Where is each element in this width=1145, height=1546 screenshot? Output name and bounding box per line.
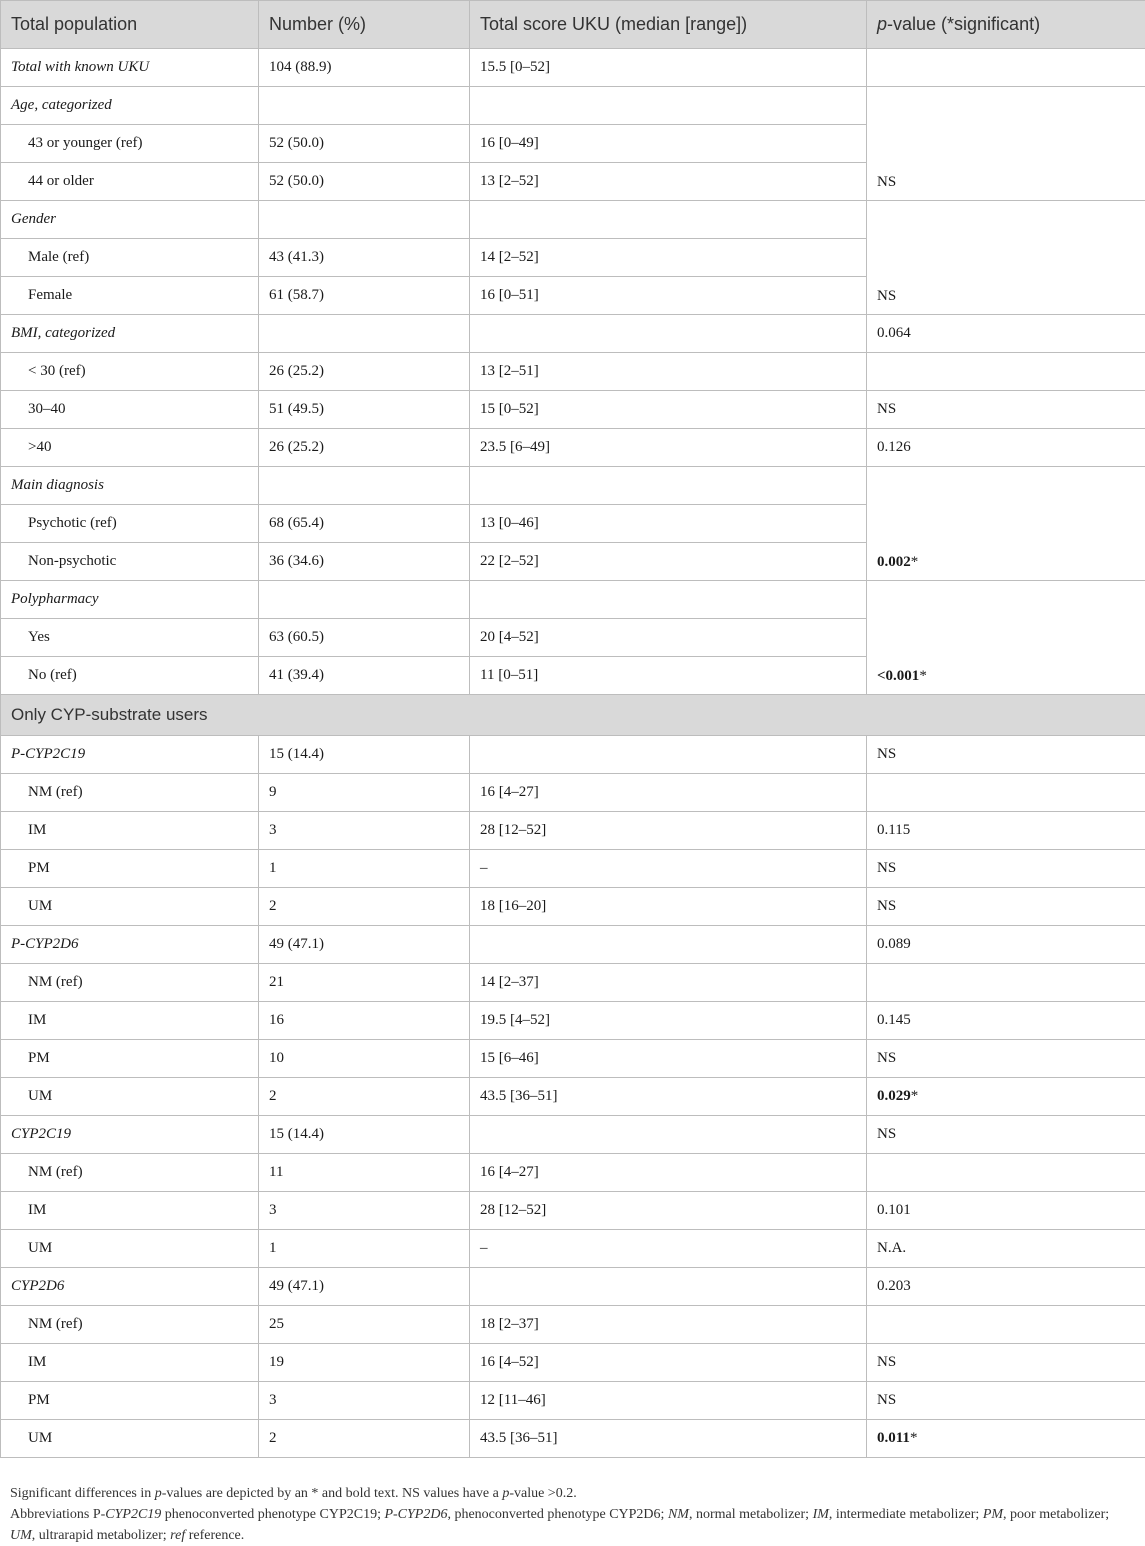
row-score: 15 [0–52] (470, 391, 867, 429)
row-label: IM (1, 1344, 259, 1382)
header-p-value (867, 1, 1145, 49)
row-label: Female (1, 277, 259, 315)
footnote-italic: CYP2C19 (105, 1507, 161, 1522)
row-score: 12 [11–46] (470, 1382, 867, 1420)
footnote-significance (10, 1483, 1130, 1504)
table-row (1, 850, 1145, 888)
footnote-italic: p (155, 1486, 162, 1501)
table-row (1, 964, 1145, 1002)
header-uku-score: Total score UKU (median [range]) (470, 1, 867, 49)
footnote-text: , normal metabolizer; (689, 1507, 813, 1522)
row-label: PM (1, 1382, 259, 1420)
footnote-italic: PM (983, 1507, 1003, 1522)
row-score: 16 [4–52] (470, 1344, 867, 1382)
row-number: 25 (259, 1306, 470, 1344)
row-score: 13 [2–52] (470, 163, 867, 201)
row-number (259, 581, 470, 619)
group-label: Polypharmacy (1, 581, 259, 619)
footnote-italic: p (502, 1486, 509, 1501)
table-row (1, 391, 1145, 429)
row-score (470, 1116, 867, 1154)
row-number: 104 (88.9) (259, 49, 470, 87)
row-number: 15 (14.4) (259, 1116, 470, 1154)
significance-star: * (911, 554, 919, 570)
table-header-row (1, 1, 1145, 49)
row-number (259, 201, 470, 239)
table-row (1, 581, 1145, 619)
table-row (1, 1192, 1145, 1230)
footnote-text: -values are depicted by an * and bold text. NS values have a (162, 1486, 503, 1501)
row-p: NS (867, 391, 1145, 429)
table-row (1, 1040, 1145, 1078)
row-number: 2 (259, 1420, 470, 1458)
row-p: NS (867, 888, 1145, 926)
row-score: 28 [12–52] (470, 812, 867, 850)
row-number: 43 (41.3) (259, 239, 470, 277)
footnote-italic: P-CYP2D6 (384, 1507, 447, 1522)
table-row (1, 1268, 1145, 1306)
row-number: 3 (259, 812, 470, 850)
row-number: 49 (47.1) (259, 1268, 470, 1306)
footnote-text: , phenoconverted phenotype CYP2D6; (447, 1507, 667, 1522)
table-footnotes (10, 1483, 1130, 1546)
table-row (1, 353, 1145, 391)
row-label: < 30 (ref) (1, 353, 259, 391)
table-row (1, 1230, 1145, 1268)
table-row (1, 888, 1145, 926)
row-p (867, 49, 1145, 87)
row-score (470, 201, 867, 239)
row-p: 0.115 (867, 812, 1145, 850)
row-score: 14 [2–52] (470, 239, 867, 277)
group-label: Age, categorized (1, 87, 259, 125)
row-label: IM (1, 812, 259, 850)
table-row (1, 49, 1145, 87)
row-label: 44 or older (1, 163, 259, 201)
row-p (867, 1306, 1145, 1344)
row-score: 28 [12–52] (470, 1192, 867, 1230)
footnote-italic: IM (813, 1507, 829, 1522)
row-number: 51 (49.5) (259, 391, 470, 429)
row-label: Male (ref) (1, 239, 259, 277)
row-p: 0.145 (867, 1002, 1145, 1040)
table-row (1, 87, 1145, 125)
row-label: PM (1, 850, 259, 888)
row-label: Total with known UKU (1, 49, 259, 87)
row-score: 22 [2–52] (470, 543, 867, 581)
significance-star: * (919, 668, 927, 684)
section-label: Only CYP-substrate users (1, 695, 1145, 736)
row-score: – (470, 1230, 867, 1268)
row-label: UM (1, 1230, 259, 1268)
row-score: 11 [0–51] (470, 657, 867, 695)
row-p: NS (867, 201, 1145, 315)
row-score: 19.5 [4–52] (470, 1002, 867, 1040)
table-row (1, 1306, 1145, 1344)
row-score: – (470, 850, 867, 888)
table-row (1, 201, 1145, 239)
row-number: 49 (47.1) (259, 926, 470, 964)
table-row (1, 1002, 1145, 1040)
footnote-italic: ref (170, 1528, 185, 1543)
row-score: 18 [2–37] (470, 1306, 867, 1344)
table-row (1, 774, 1145, 812)
row-label: UM (1, 1420, 259, 1458)
footnote-text: -value >0.2. (509, 1486, 576, 1501)
row-score (470, 315, 867, 353)
table-row (1, 1382, 1145, 1420)
row-number: 21 (259, 964, 470, 1002)
row-score: 13 [0–46] (470, 505, 867, 543)
row-score (470, 1268, 867, 1306)
row-label: CYP2D6 (1, 1268, 259, 1306)
row-p (867, 774, 1145, 812)
row-label: 30–40 (1, 391, 259, 429)
row-score: 16 [4–27] (470, 1154, 867, 1192)
row-score: 23.5 [6–49] (470, 429, 867, 467)
row-score: 20 [4–52] (470, 619, 867, 657)
row-number: 26 (25.2) (259, 429, 470, 467)
significance-star: * (911, 1088, 919, 1104)
row-label: NM (ref) (1, 964, 259, 1002)
row-p: NS (867, 850, 1145, 888)
row-number: 63 (60.5) (259, 619, 470, 657)
row-p (867, 964, 1145, 1002)
p-value-bold: <0.001 (877, 668, 919, 684)
section-row (1, 695, 1145, 736)
row-label: UM (1, 888, 259, 926)
row-number: 19 (259, 1344, 470, 1382)
row-number: 36 (34.6) (259, 543, 470, 581)
row-score (470, 467, 867, 505)
row-score: 43.5 [36–51] (470, 1420, 867, 1458)
table-row (1, 429, 1145, 467)
row-p (867, 1420, 1145, 1458)
row-label: PM (1, 1040, 259, 1078)
row-score (470, 736, 867, 774)
footnote-text: phenoconverted phenotype CYP2C19; (161, 1507, 384, 1522)
row-label: Psychotic (ref) (1, 505, 259, 543)
row-score: 15.5 [0–52] (470, 49, 867, 87)
row-score (470, 926, 867, 964)
row-number (259, 87, 470, 125)
table-row (1, 926, 1145, 964)
row-number: 61 (58.7) (259, 277, 470, 315)
row-p: 0.126 (867, 429, 1145, 467)
footnote-italic: NM (668, 1507, 689, 1522)
row-label: UM (1, 1078, 259, 1116)
row-score: 18 [16–20] (470, 888, 867, 926)
row-number: 3 (259, 1192, 470, 1230)
row-number: 10 (259, 1040, 470, 1078)
row-label: Non-psychotic (1, 543, 259, 581)
row-number (259, 315, 470, 353)
row-number (259, 467, 470, 505)
footnote-text: Abbreviations P- (10, 1507, 105, 1522)
row-p: 0.089 (867, 926, 1145, 964)
group-label: Gender (1, 201, 259, 239)
row-p: 0.064 (867, 315, 1145, 353)
row-label: IM (1, 1002, 259, 1040)
row-number: 26 (25.2) (259, 353, 470, 391)
row-label: CYP2C19 (1, 1116, 259, 1154)
table-row (1, 1420, 1145, 1458)
row-number: 15 (14.4) (259, 736, 470, 774)
row-p (867, 353, 1145, 391)
row-number: 3 (259, 1382, 470, 1420)
row-number: 11 (259, 1154, 470, 1192)
table-row (1, 1154, 1145, 1192)
row-score: 43.5 [36–51] (470, 1078, 867, 1116)
footnote-abbreviations (10, 1504, 1130, 1546)
row-label: Yes (1, 619, 259, 657)
row-number: 52 (50.0) (259, 163, 470, 201)
row-number: 2 (259, 1078, 470, 1116)
row-p: N.A. (867, 1230, 1145, 1268)
row-number: 16 (259, 1002, 470, 1040)
row-p: NS (867, 1382, 1145, 1420)
row-p: NS (867, 87, 1145, 201)
group-label: Main diagnosis (1, 467, 259, 505)
row-p (867, 581, 1145, 695)
row-label: IM (1, 1192, 259, 1230)
row-score (470, 87, 867, 125)
p-value-bold: 0.029 (877, 1088, 911, 1104)
row-score: 16 [0–51] (470, 277, 867, 315)
row-score: 16 [4–27] (470, 774, 867, 812)
group-label: BMI, categorized (1, 315, 259, 353)
table-row (1, 315, 1145, 353)
row-p: NS (867, 1116, 1145, 1154)
footnote-text: , ultrarapid metabolizer; (32, 1528, 170, 1543)
row-p: NS (867, 1344, 1145, 1382)
row-label: NM (ref) (1, 774, 259, 812)
row-number: 52 (50.0) (259, 125, 470, 163)
row-p (867, 1078, 1145, 1116)
row-label: NM (ref) (1, 1306, 259, 1344)
row-number: 68 (65.4) (259, 505, 470, 543)
row-score (470, 581, 867, 619)
footnote-text: , intermediate metabolizer; (829, 1507, 983, 1522)
row-label: NM (ref) (1, 1154, 259, 1192)
row-label: No (ref) (1, 657, 259, 695)
row-p: 0.101 (867, 1192, 1145, 1230)
header-p-rest: -value (*significant) (887, 14, 1040, 34)
row-p: NS (867, 1040, 1145, 1078)
header-total-population: Total population (1, 1, 259, 49)
footnote-text: , poor metabolizer; (1003, 1507, 1109, 1522)
p-value-bold: 0.002 (877, 554, 911, 570)
table-row (1, 467, 1145, 505)
row-score: 15 [6–46] (470, 1040, 867, 1078)
header-p-italic: p (877, 14, 887, 34)
footnote-italic: UM (10, 1528, 32, 1543)
table-row (1, 1116, 1145, 1154)
row-score: 14 [2–37] (470, 964, 867, 1002)
row-score: 16 [0–49] (470, 125, 867, 163)
p-value-bold: 0.011 (877, 1430, 910, 1446)
table-row (1, 812, 1145, 850)
row-p: 0.203 (867, 1268, 1145, 1306)
footnote-text: reference. (185, 1528, 244, 1543)
table-row (1, 1344, 1145, 1382)
row-label: >40 (1, 429, 259, 467)
table-row (1, 1078, 1145, 1116)
table-row (1, 736, 1145, 774)
significance-star: * (910, 1430, 918, 1446)
row-number: 41 (39.4) (259, 657, 470, 695)
row-number: 1 (259, 1230, 470, 1268)
row-label: P-CYP2D6 (1, 926, 259, 964)
row-p (867, 467, 1145, 581)
row-p (867, 1154, 1145, 1192)
row-label: 43 or younger (ref) (1, 125, 259, 163)
row-number: 9 (259, 774, 470, 812)
row-p: NS (867, 736, 1145, 774)
cyp-rows (1, 736, 1145, 1458)
row-number: 2 (259, 888, 470, 926)
row-number: 1 (259, 850, 470, 888)
row-label: P-CYP2C19 (1, 736, 259, 774)
header-number: Number (%) (259, 1, 470, 49)
footnote-text: Significant differences in (10, 1486, 155, 1501)
row-score: 13 [2–51] (470, 353, 867, 391)
